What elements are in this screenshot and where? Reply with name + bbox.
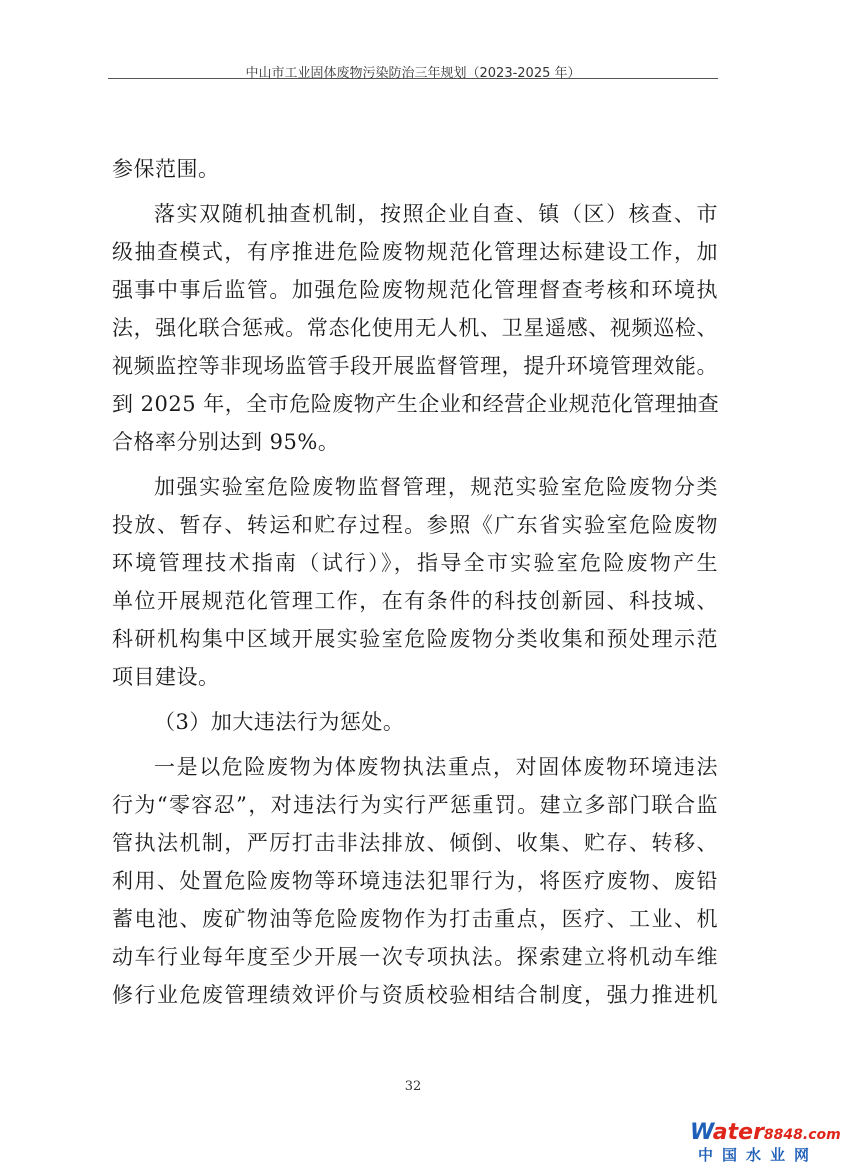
body-line: 法，强化联合惩戒。常态化使用无人机、卫星遥感、视频巡检、	[112, 316, 718, 340]
body-line: 动车行业每年度至少开展一次专项执法。探索建立将机动车维	[112, 945, 718, 969]
body-line: 环境管理技术指南（试行）》，指导全市实验室危险废物产生	[112, 551, 718, 575]
watermark-logo-ater: ater	[712, 1120, 764, 1145]
body-line: 合格率分别达到 95%。	[112, 430, 340, 454]
body-line: 强事中事后监管。加强危险废物规范化管理督查考核和环境执	[112, 278, 718, 302]
header-rule	[108, 78, 718, 79]
watermark-logo-number: 8848	[763, 1127, 803, 1143]
section-heading: （3）加大违法行为惩处。	[154, 710, 405, 734]
running-header: 中山市工业固体废物污染防治三年规划（2023-2025 年）	[245, 66, 581, 81]
body-line: 一是以危险废物为体废物执法重点，对固体废物环境违法	[154, 755, 718, 779]
body-line: 行为“零容忍”，对违法行为实行严惩重罚。建立多部门联合监	[112, 793, 718, 817]
body-line: 科研机构集中区域开展实验室危险废物分类收集和预处理示范	[112, 627, 718, 651]
watermark-logo-w: W	[690, 1120, 713, 1145]
body-line: 参保范围。	[112, 157, 220, 181]
body-line: 单位开展规范化管理工作，在有条件的科技创新园、科技城、	[112, 589, 718, 613]
body-line: 投放、暂存、转运和贮存过程。参照《广东省实验室危险废物	[112, 513, 718, 537]
body-line: 视频监控等非现场监管手段开展监督管理，提升环境管理效能。	[112, 354, 718, 378]
watermark-logo	[690, 1120, 841, 1166]
body-line: 项目建设。	[112, 665, 220, 689]
body-line: 修行业危废管理绩效评价与资质校验相结合制度，强力推进机	[112, 983, 718, 1007]
body-line: 加强实验室危险废物监督管理，规范实验室危险废物分类	[154, 475, 718, 499]
page-number: 32	[404, 1079, 422, 1094]
watermark-chinese: 中国水业网	[698, 1146, 819, 1164]
watermark-logo-suffix: .com	[802, 1127, 841, 1143]
body-line: 到 2025 年，全市危险废物产生企业和经营企业规范化管理抽查	[112, 392, 720, 416]
body-line: 级抽查模式，有序推进危险废物规范化管理达标建设工作，加	[112, 240, 718, 264]
body-line: 落实双随机抽查机制，按照企业自查、镇（区）核查、市	[154, 202, 718, 226]
body-line: 管执法机制，严厉打击非法排放、倾倒、收集、贮存、转移、	[112, 831, 718, 855]
body-line: 利用、处置危险废物等环境违法犯罪行为，将医疗废物、废铅	[112, 869, 718, 893]
body-line: 蓄电池、废矿物油等危险废物作为打击重点，医疗、工业、机	[112, 907, 718, 931]
